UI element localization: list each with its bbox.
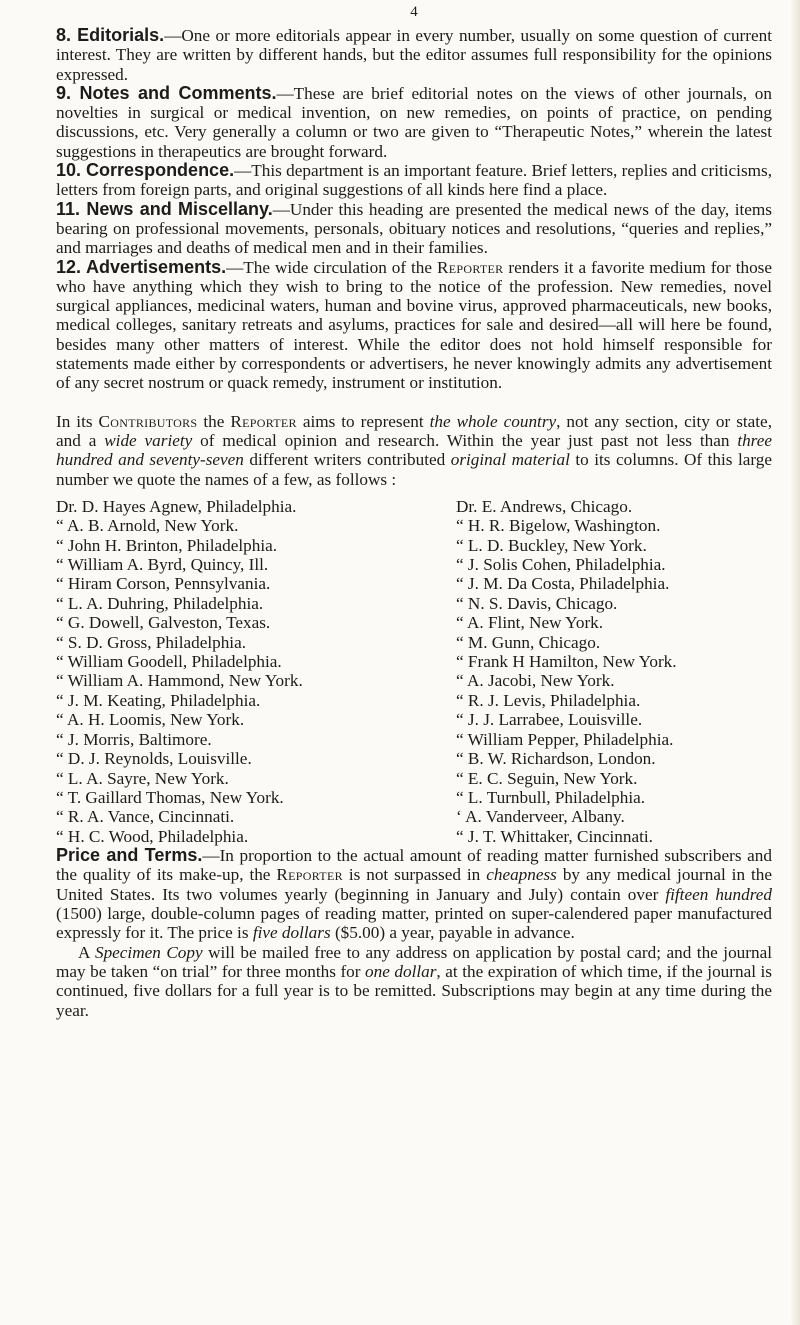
contributor-name: “ A. B. Arnold, New York. [56, 516, 239, 536]
contributor-name: “ A. H. Loomis, New York. [56, 710, 245, 730]
contributor-name: “ L. Turnbull, Philadelphia. [456, 787, 646, 807]
spacer [56, 393, 772, 412]
contributor-name: “ William A. Hammond, New York. [56, 671, 303, 691]
section-price-terms: Price and Terms.—In proportion to the actual amount of reading matter furnished subscribers and the quality of its make-up, the Reporter is not surpassed in cheapness by any medical journal in the United States. Its two volumes yearly (beginning in January and July) contain over fifteen hundred (1500) large, double-column pages of reading matter, printed on super-calendered paper manufactured expressly for it. The price is five dollars ($5.00) a year, payable in advance. [56, 845, 772, 943]
contributor-name: “ S. D. Gross, Philadelphia. [56, 632, 247, 652]
contributor-name: “ A. Jacobi, New York. [456, 671, 615, 691]
contributor-name: Dr. E. Andrews, Chicago. [456, 496, 633, 516]
contributor-name: “ L. A. Sayre, New York. [56, 768, 229, 788]
section-heading: Price and Terms. [56, 845, 203, 866]
contributor-name: “ R. A. Vance, Cincinnati. [56, 807, 235, 827]
section-correspondence: 10. Correspondence.—This department is an important feature. Brief letters, replies and criticisms, letters from foreign parts, and original suggestions of all kinds here find a place. [56, 160, 772, 200]
contributor-name: “ William Pepper, Philadelphia. [456, 729, 674, 749]
contributor-name: “ L. A. Duhring, Philadelphia. [56, 593, 264, 613]
page-edge-shadow [790, 0, 800, 1325]
specimen-copy-paragraph: A Specimen Copy will be mailed free to any address on application by postal card; and the journal may be taken “on trial” for three months for one dollar, at the expiration of which time, if the journal is continued, five dollars for a full year is to be remitted. Subscriptions may begin at any time during the year. [56, 942, 772, 1020]
contributor-name: “ G. Dowell, Galveston, Texas. [56, 613, 271, 633]
contributor-column-right [456, 497, 772, 846]
contributor-name: “ Frank H Hamilton, New York. [456, 652, 677, 672]
section-advertisements: 12. Advertisements.—The wide circulation of the Reporter renders it a favorite medium for those who have anything which they wish to bring to the notice of the profession. New remedies, novel surgical appliances, medicinal waters, human and bovine virus, approved pharmaceuticals, new books, medical colleges, sanitary retreats and asylums, practices for sale and desired—all will here be found, besides many other matters of interest. While the editor does not hold himself responsible for statements made either by correspondents or advertisers, he never knowingly admits any advertisement of any secret nostrum or quack remedy, instrument or institution. [56, 256, 772, 393]
section-heading: 11. News and Miscellany. [56, 198, 273, 219]
contributor-name: “ B. W. Richardson, London. [456, 749, 656, 769]
contributor-names [56, 497, 772, 846]
section-heading: 10. Correspondence. [56, 160, 235, 181]
contributor-name: “ N. S. Davis, Chicago. [456, 593, 618, 613]
contributor-name: “ J. Morris, Baltimore. [56, 729, 212, 749]
contributor-name: “ E. C. Seguin, New York. [456, 768, 638, 788]
document-page [56, 0, 772, 1020]
contributor-name: ‘ A. Vanderveer, Albany. [456, 807, 625, 827]
contributor-name: “ J. J. Larrabee, Louisville. [456, 710, 643, 730]
contributor-name: Dr. D. Hayes Agnew, Philadelphia. [56, 496, 297, 516]
contributor-name: “ William Goodell, Philadelphia. [56, 652, 282, 672]
contributors-intro: In its Contributors the Reporter aims to represent the whole country, not any section, city or state, and a wide variety of medical opinion and research. Within the year just past not less than three hundred and seventy-seven different writers contributed original material to its columns. Of this large number we quote the names of a few, as follows : [56, 411, 773, 489]
contributor-name: “ J. M. Keating, Philadelphia. [56, 690, 261, 710]
contributor-name: “ J. Solis Cohen, Philadelphia. [456, 555, 666, 575]
page-number: 4 [410, 4, 418, 20]
contributor-name: “ J. M. Da Costa, Philadelphia. [456, 574, 670, 594]
contributor-column-left [56, 497, 456, 846]
contributor-name: “ L. D. Buckley, New York. [456, 535, 647, 555]
contributor-name: “ Hiram Corson, Pennsylvania. [56, 574, 271, 594]
section-heading: 8. Editorials. [56, 25, 165, 45]
contributor-name: “ A. Flint, New York. [456, 613, 604, 633]
section-heading: 12. Advertisements. [56, 256, 227, 277]
contributor-name: “ J. T. Whittaker, Cincinnati. [456, 826, 653, 846]
contributor-name: “ T. Gaillard Thomas, New York. [56, 787, 284, 807]
contributor-name: “ John H. Brinton, Philadelphia. [56, 535, 278, 555]
contributor-name: “ D. J. Reynolds, Louisville. [56, 749, 252, 769]
section-editorials: 8. Editorials.—One or more editorials appear in every number, usually on some question of current interest. They are written by different hands, but the editor assumes full responsibility for the opinions expressed. [56, 25, 772, 84]
section-heading: 9. Notes and Comments. [56, 82, 277, 103]
contributor-name: “ H. C. Wood, Philadelphia. [56, 826, 249, 846]
contributor-name: “ H. R. Bigelow, Washington. [456, 516, 661, 536]
contributor-name: “ William A. Byrd, Quincy, Ill. [56, 555, 269, 575]
section-news-miscellany: 11. News and Miscellany.—Under this heading are presented the medical news of the day, items bearing on professional movements, personals, obituary notices and resolutions, “queries and replies,” and marriages and deaths of medical men and in their families. [56, 198, 772, 258]
contributor-name: “ M. Gunn, Chicago. [456, 632, 601, 652]
section-notes-comments: 9. Notes and Comments.—These are brief editorial notes on the views of other journals, on novelties in surgical or medical invention, on new remedies, on points of practice, on pending discussions, etc. Very generally a column or two are given to “Therapeutic Notes,” wherein the latest suggestions in therapeutics are brought forward. [56, 82, 772, 161]
contributor-name: “ R. J. Levis, Philadelphia. [456, 690, 641, 710]
